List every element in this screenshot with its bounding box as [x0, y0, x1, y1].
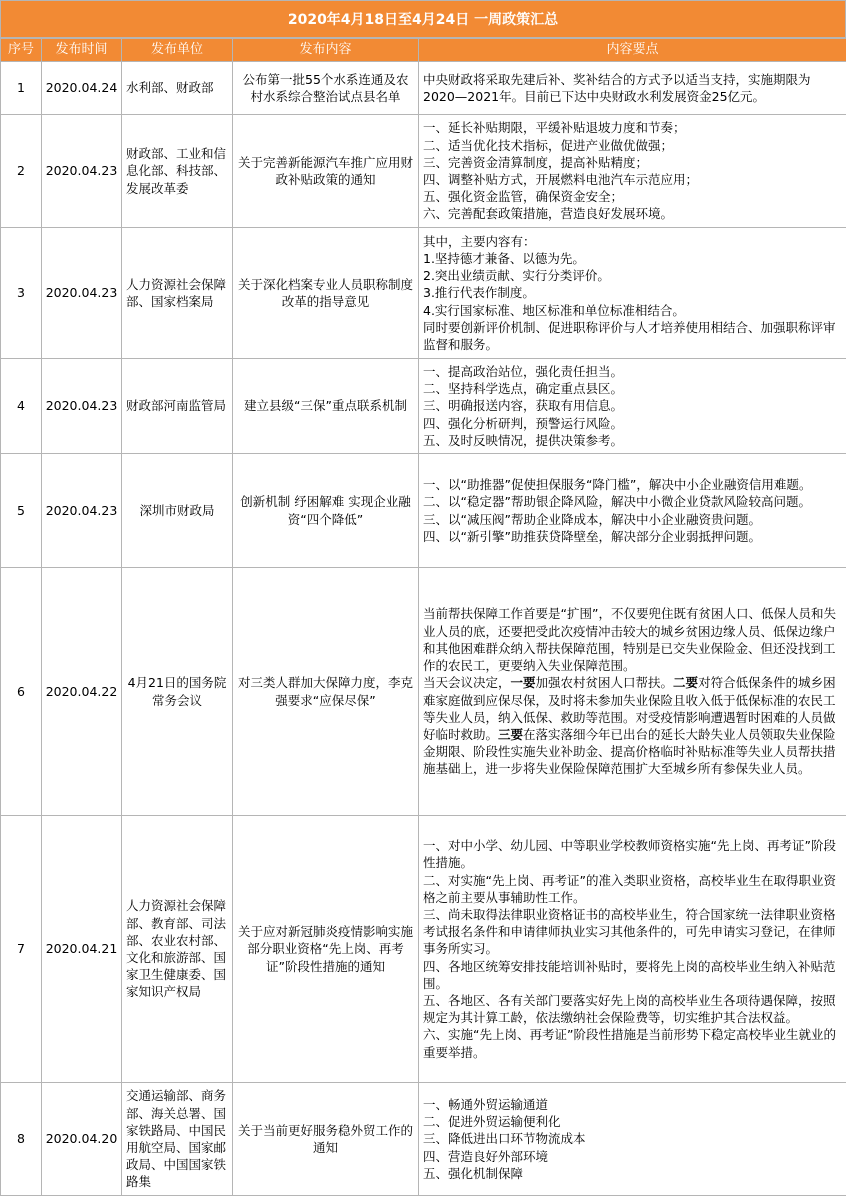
summary-line: 二、促进外贸运输便利化 — [423, 1114, 561, 1130]
row-no: 3 — [1, 228, 42, 359]
summary-line: 三、完善资金清算制度，提高补贴精度； — [423, 154, 649, 170]
table-row — [1, 62, 846, 115]
summary-line: 二、对实施“先上岗、再考证”的准入类职业资格，高校毕业生在取得职业资格之前主要从事辅助性工作。 — [423, 872, 836, 905]
header-row — [1, 39, 846, 62]
table-row — [1, 568, 846, 816]
row-date: 2020.04.23 — [42, 115, 122, 228]
row-unit — [122, 1083, 233, 1196]
row-unit: 人力资源社会保障部、教育部、司法部、农业农村部、文化和旅游部、国家卫生健康委、国家知识产权局 — [122, 816, 233, 1083]
row-content: 公布第一批55个水系连通及农村水系综合整治试点县名单 — [233, 62, 419, 115]
summary-line: 3.推行代表作制度。 — [423, 285, 535, 301]
row-no: 2 — [1, 115, 42, 228]
row-summary — [419, 816, 846, 1083]
header-date: 发布时间 — [42, 39, 122, 62]
row-content: 关于完善新能源汽车推广应用财政补贴政策的通知 — [233, 115, 419, 228]
summary-line: 同时要创新评价机制、促进职称评价与人才培养使用相结合、加强职称评审监督和服务。 — [423, 319, 836, 352]
summary-paragraph: 当前帮扶保障工作首要是“扩围”，不仅要兜住既有贫困人口、低保人员和失业人员的底，还要把受此次疫情冲击较大的城乡贫困边缘人员、低保边缘户和其他困难群众纳入帮扶保障范围，特别是已交失业保险金、但还没找到工作的农民工，更要纳入失业保障范围。 — [423, 606, 836, 674]
row-unit: 人力资源社会保障部、国家档案局 — [122, 228, 233, 359]
row-no: 6 — [1, 568, 42, 816]
row-content: 关于当前更好服务稳外贸工作的通知 — [233, 1083, 419, 1196]
summary-line: 二、以“稳定器”帮助银企降风险，解决中小微企业贷款风险较高问题。 — [423, 494, 811, 510]
summary-line: 1.坚持德才兼备、以德为先。 — [423, 250, 585, 266]
summary-line: 其中，主要内容有： — [423, 233, 536, 249]
summary-line: 一、对中小学、幼儿园、中等职业学校教师资格实施“先上岗、再考证”阶段性措施。 — [423, 838, 836, 871]
row-no: 8 — [1, 1083, 42, 1196]
row-unit: 4月21日的国务院常务会议 — [122, 568, 233, 816]
row-summary — [419, 1083, 846, 1196]
header-no: 序号 — [1, 39, 42, 62]
row-content: 建立县级“三保”重点联系机制 — [233, 359, 419, 454]
summary-line: 4.实行国家标准、地区标准和单位标准相结合。 — [423, 302, 685, 318]
summary-line: 三、尚未取得法律职业资格证书的高校毕业生，符合国家统一法律职业资格考试报名条件和申请律师执业实习其他条件的，可先申请实习登记，在律师事务所实习。 — [423, 906, 836, 957]
row-date: 2020.04.23 — [42, 228, 122, 359]
policy-table — [0, 38, 846, 1196]
row-unit: 财政部河南监管局 — [122, 359, 233, 454]
summary-line: 四、调整补贴方式，开展燃料电池汽车示范应用； — [423, 172, 699, 187]
row-date: 2020.04.24 — [42, 62, 122, 115]
summary-line: 六、实施“先上岗、再考证”阶段性措施是当前形势下稳定高校毕业生就业的重要举措。 — [423, 1027, 836, 1060]
row-summary — [419, 115, 846, 228]
summary-line: 中央财政将采取先建后补、奖补结合的方式予以适当支持，实施期限为2020—2021年。目前已下达中央财政水利发展资金25亿元。 — [423, 71, 811, 104]
summary-text: 在落实落细今年已出台的延长大龄失业人员领取失业保险金期限、阶段性实施失业补助金、提高价格临时补贴标准等失业人员帮扶措施基础上，进一步将失业保险保障范围扩大至城乡所有参保失业人员。 — [423, 726, 836, 777]
row-unit: 水利部、财政部 — [122, 62, 233, 115]
header-content: 发布内容 — [233, 39, 419, 62]
row-unit-text: 交通运输部、商务部、海关总署、国家铁路局、中国民用航空局、国家邮政局、中国国家铁路集 — [126, 1088, 227, 1190]
summary-text: 对符合低保条件的城乡困难家庭做到应保尽保，及时将未参加失业保险且收入低于低保标准的农民工等失业人员，纳入低保、救助等范围。对受疫情影响遭遇暂时困难的人员做好临时救助。 — [423, 675, 836, 742]
summary-line: 二、坚持科学选点，确定重点县区。 — [423, 381, 624, 397]
table-row — [1, 1083, 846, 1196]
summary-line: 四、强化分析研判，预警运行风险。 — [423, 415, 624, 431]
summary-line: 四、以“新引擎”助推获贷降壁垒，解决部分企业弱抵押问题。 — [423, 528, 761, 544]
row-date: 2020.04.21 — [42, 816, 122, 1083]
header-summary: 内容要点 — [419, 39, 846, 62]
row-summary — [419, 359, 846, 454]
summary-line: 一、提高政治站位，强化责任担当。 — [423, 363, 624, 379]
row-no: 5 — [1, 454, 42, 568]
row-content: 对三类人群加大保障力度，李克强要求“应保尽保” — [233, 568, 419, 816]
summary-line: 三、以“减压阀”帮助企业降成本，解决中小企业融资贵问题。 — [423, 511, 761, 527]
summary-line: 三、明确报送内容，获取有用信息。 — [423, 398, 624, 414]
row-summary — [419, 454, 846, 568]
summary-line: 四、各地区统筹安排技能培训补贴时，要将先上岗的高校毕业生纳入补贴范围。 — [423, 958, 836, 991]
summary-emphasis: 二要 — [673, 675, 699, 691]
row-date: 2020.04.22 — [42, 568, 122, 816]
summary-line: 一、延长补贴期限，平缓补贴退坡力度和节奏； — [423, 120, 686, 136]
header-unit: 发布单位 — [122, 39, 233, 62]
table-row — [1, 228, 846, 359]
table-row — [1, 115, 846, 228]
row-content: 关于应对新冠肺炎疫情影响实施部分职业资格“先上岗、再考证”阶段性措施的通知 — [233, 816, 419, 1083]
row-summary — [419, 568, 846, 816]
summary-line: 五、强化机制保障 — [423, 1165, 524, 1181]
summary-line: 三、降低进出口环节物流成本 — [423, 1131, 586, 1147]
row-no: 7 — [1, 816, 42, 1083]
table-row — [1, 816, 846, 1083]
summary-paragraph — [423, 674, 842, 777]
summary-line: 二、适当优化技术指标，促进产业做优做强； — [423, 137, 674, 153]
summary-emphasis: 三要 — [498, 726, 524, 742]
summary-line: 五、及时反映情况，提供决策参考。 — [423, 432, 624, 448]
row-summary — [419, 62, 846, 115]
row-content: 关于深化档案专业人员职称制度改革的指导意见 — [233, 228, 419, 359]
summary-line: 2.突出业绩贡献、实行分类评价。 — [423, 268, 610, 284]
row-summary — [419, 228, 846, 359]
row-date: 2020.04.23 — [42, 454, 122, 568]
summary-text: 当天会议决定， — [423, 675, 511, 691]
summary-line: 一、畅通外贸运输通道 — [423, 1096, 549, 1112]
summary-line: 六、完善配套政策措施，营造良好发展环境。 — [423, 206, 674, 222]
table-row — [1, 454, 846, 568]
row-no: 4 — [1, 359, 42, 454]
row-unit: 财政部、工业和信息化部、科技部、发展改革委 — [122, 115, 233, 228]
summary-emphasis: 一要 — [510, 675, 536, 691]
row-content: 创新机制 纾困解难 实现企业融资“四个降低” — [233, 454, 419, 568]
table-title: 2020年4月18日至4月24日 一周政策汇总 — [0, 0, 846, 38]
row-date: 2020.04.23 — [42, 359, 122, 454]
summary-line: 一、以“助推器”促使担保服务“降门槛”，解决中小企业融资信用难题。 — [423, 477, 812, 493]
row-date: 2020.04.20 — [42, 1083, 122, 1196]
summary-text: 加强农村贫困人口帮扶。 — [535, 675, 674, 691]
table-row — [1, 359, 846, 454]
summary-line: 四、营造良好外部环境 — [423, 1148, 549, 1164]
summary-line: 五、各地区、各有关部门要落实好先上岗的高校毕业生各项待遇保障，按照规定为其计算工龄，依法缴纳社会保险费等，切实维护其合法权益。 — [423, 993, 836, 1026]
row-unit: 深圳市财政局 — [122, 454, 233, 568]
summary-line: 五、强化资金监管，确保资金安全； — [423, 189, 624, 205]
row-no: 1 — [1, 62, 42, 115]
